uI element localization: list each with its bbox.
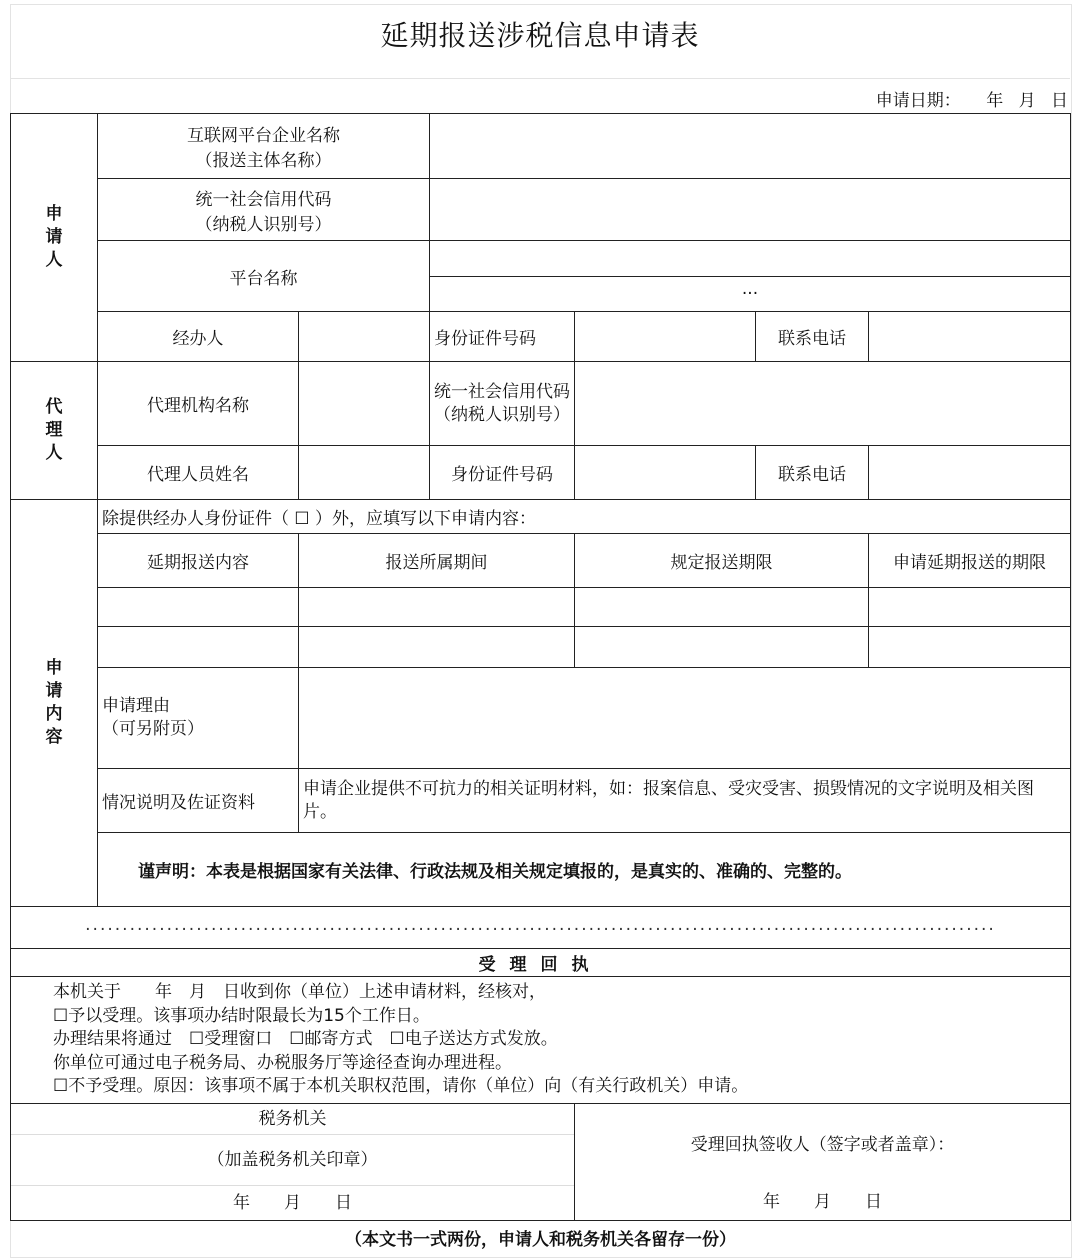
seal-label: （加盖税务机关印章） [11,1134,574,1185]
applicant-section-label: 申 请 人 [11,114,98,362]
agent-phone-field[interactable] [869,446,1071,500]
handler-label: 经办人 [98,312,299,362]
receipt-line-5: ☐不予受理。原因：该事项不属于本机关职权范围，请你（单位）向（有关行政机关）申请。 [53,1076,749,1096]
tax-office-block [11,1103,575,1220]
reason-sub: （可另附页） [102,719,204,739]
receipt-line-2: ☐予以受理。该事项办结时限最长为15个工作日。 [53,1005,430,1026]
handler-field[interactable] [299,312,430,362]
agent-phone-label: 联系电话 [756,446,869,500]
row2-content[interactable] [98,627,299,668]
agent-org-field[interactable] [299,362,430,446]
title-separator [10,78,1070,79]
credit-code-label [98,179,430,241]
year-label: 年 [986,91,1004,111]
receipt-line-1: 本机关于 年 月 日收到你（单位）上述申请材料，经核对， [53,982,546,1002]
handler-id-field[interactable] [575,312,756,362]
agent-section-label: 代 理 人 [11,362,98,500]
tax-office-label: 税务机关 [258,1108,327,1129]
header-extension: 申请延期报送的期限 [869,534,1071,588]
evidence-text: 申请企业提供不可抗力的相关证明材料，如：报案信息、受灾受害、损毁情况的文字说明及相关图片。 [299,769,1071,833]
credit-code-field[interactable] [430,179,1071,241]
form-title: 延期报送涉税信息申请表 [380,19,700,52]
application-table [10,113,1071,1254]
row1-period[interactable] [299,588,575,627]
separator-dots: ··························································································································· [11,907,1071,949]
header-delay-content: 延期报送内容 [98,534,299,588]
agent-person-field[interactable] [299,446,430,500]
row1-extension[interactable] [869,588,1071,627]
month-label: 月 [1018,91,1036,111]
content-notice: 除提供经办人身份证件（ ☐ ）外，应填写以下申请内容： [98,500,1071,534]
declaration: 谨声明：本表是根据国家有关法律、行政法规及相关规定填报的，是真实的、准确的、完整的。 [98,833,1071,907]
handler-phone-field[interactable] [869,312,1071,362]
company-name-text: 互联网平台企业名称 [187,126,340,146]
header-deadline: 规定报送期限 [575,534,869,588]
platform-name-field[interactable] [430,241,1071,312]
day-label: 日 [1051,91,1068,111]
footer-note: （本文书一式两份，申请人和税务机关各留存一份） [11,1220,1071,1254]
application-date [872,86,1068,111]
credit-code-sub: （纳税人识别号） [195,214,332,235]
signer-label: 受理回执签收人（签字或者盖章）： [690,1134,955,1155]
row2-extension[interactable] [869,627,1071,668]
company-name-label [98,114,430,179]
platform-row-2[interactable] [430,276,1070,311]
signer-block [575,1103,1071,1220]
header-period: 报送所属期间 [299,534,575,588]
receipt-body [11,977,1071,1104]
agent-id-label: 身份证件号码 [430,446,575,500]
reason-text: 申请理由 [102,696,170,716]
platform-name-label: 平台名称 [98,241,430,312]
company-name-field[interactable] [430,114,1071,179]
receipt-title: 受理回执 [11,949,1071,977]
evidence-label: 情况说明及佐证资料 [98,769,299,833]
content-section-label: 申 请 内 容 [11,500,98,907]
reason-label [98,668,299,769]
handler-phone-label: 联系电话 [756,312,869,362]
agent-org-label: 代理机构名称 [98,362,299,446]
row1-content[interactable] [98,588,299,627]
agent-credit-code-label: 统一社会信用代码（纳税人识别号） [430,362,575,446]
application-date-label: 申请日期： [875,91,961,111]
platform-row-1[interactable] [430,242,1070,276]
platform-dots: ··· [741,283,759,304]
receipt-line-3: 办理结果将通过 ☐受理窗口 ☐邮寄方式 ☐电子送达方式发放。 [53,1029,558,1049]
company-name-sub: （报送主体名称） [195,151,332,171]
agent-person-label: 代理人员姓名 [98,446,299,500]
agent-id-field[interactable] [575,446,756,500]
handler-id-label: 身份证件号码 [430,312,575,362]
receipt-line-4: 你单位可通过电子税务局、办税服务厅等途径查询办理进程。 [53,1052,512,1073]
row2-deadline[interactable] [575,627,869,668]
signer-date: 年 月 日 [763,1191,882,1212]
credit-code-text: 统一社会信用代码 [195,189,332,210]
tax-office-date: 年 月 日 [11,1185,574,1220]
reason-field[interactable] [299,668,1071,769]
row1-deadline[interactable] [575,588,869,627]
row2-period[interactable] [299,627,575,668]
agent-credit-code-field[interactable] [575,362,1071,446]
